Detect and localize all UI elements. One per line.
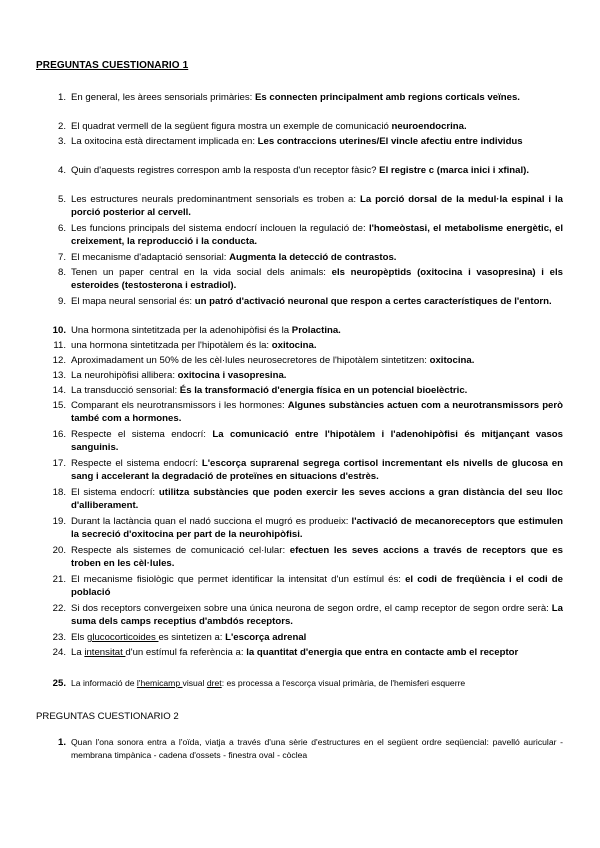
question-item: 4. Quin d'aquests registres correspon amb la resposta d'un receptor fàsic? El registre c (marca inici i xfinal). [57, 165, 529, 176]
question-item: 24. La intensitat d'un estímul fa referència a: la quantitat d'energia que entra en contacte amb el receptor [52, 647, 519, 658]
question-item: 21. El mecanisme fisiològic que permet identificar la intensitat d'un estímul és: el codi de freqüència i el codi de població [52, 574, 563, 599]
question-item: 1. Quan l'ona sonora entra a l'oïda, viatja a través d'una sèrie d'estructures en el següent ordre seqüencial: pavelló auricular - membrana timpànica - cadena d'ossets - finestra oval - còclea [57, 737, 563, 761]
question-item: 3. La oxitocina està directament implicada en: Les contraccions uterines/El vincle afectiu entre individus [57, 136, 523, 147]
question-item: 13. La neurohipòfisi allibera: oxitocina i vasopresina. [52, 370, 287, 381]
question-item: 6. Les funcions principals del sistema endocrí inclouen la regulació de: l'homeòstasi, el metabolisme energètic, el creixement, la reproducció i la conducta. [57, 223, 564, 248]
question-item: 8. Tenen un paper central en la vida social dels animals: els neuropèptids (oxitocina i vasopresina) i els esteroides (testosterona i estradiol). [57, 267, 563, 292]
question-item: 12. Aproximadament un 50% de les cèl·lules neurosecretores de l'hipotàlem sintetitzen: oxitocina. [52, 355, 475, 366]
question-item: 5. Les estructures neurals predominantment sensorials es troben a: La porció dorsal de la medul·la espinal i la porció posterior al cervell. [57, 194, 563, 219]
question-item: 15. Comparant els neurotransmissors i les hormones: Algunes substàncies actuen com a neurotransmissors però també com a hormones. [52, 400, 563, 425]
question-item: 9. El mapa neural sensorial és: un patró d'activació neuronal que respon a certes característiques de l'entorn. [57, 296, 552, 307]
question-item: 16. Respecte el sistema endocrí: La comunicació entre l'hipotàlem i l'adenohipòfisi és mitjançant vasos sanguinis. [52, 429, 563, 454]
question-item: 25. La informació de l'hemicamp visual dret: es processa a l'escorça visual primària, de l'hemisferi esquerre [52, 678, 466, 689]
question-item: 11. una hormona sintetitzada per l'hipotàlem és la: oxitocina. [53, 340, 317, 351]
section-1-heading: PREGUNTAS CUESTIONARIO 1 [36, 60, 189, 71]
question-item: 23. Els glucocorticoides es sintetizen a: L'escorça adrenal [52, 632, 307, 643]
question-item: 14. La transducció sensorial: És la transformació d'energia física en un potencial bioelèctric. [52, 385, 468, 396]
section-2-heading: PREGUNTAS CUESTIONARIO 2 [36, 711, 179, 722]
question-item: 7. El mecanisme d'adaptació sensorial: Augmenta la detecció de contrastos. [57, 252, 397, 263]
question-item: 10. Una hormona sintetitzada per la adenohipòfisi és la Prolactina. [52, 325, 341, 336]
question-item: 20. Respecte als sistemes de comunicació cel·lular: efectuen les seves accions a través de receptors que es troben en les cèl·lules. [52, 545, 563, 570]
question-item: 1. En general, les àrees sensorials primàries: Es connecten principalment amb regions corticals veïnes. [57, 92, 520, 103]
question-item: 19. Durant la lactància quan el nadó succiona el mugró es produeix: l'activació de mecanoreceptors que estimulen la secreció d'oxitocina per part de la neurohipòfisi. [52, 516, 563, 541]
question-item: 2. El quadrat vermell de la següent figura mostra un exemple de comunicació neuroendocrina. [57, 121, 467, 132]
question-item: 17. Respecte el sistema endocrí: L'escorça suprarenal segrega cortisol incrementant els nivells de glucosa en sang i accelerant la degradació de proteïnes en situacions d'estrès. [52, 458, 563, 483]
question-item: 22. Si dos receptors convergeixen sobre una única neurona de segon ordre, el camp receptor de segon ordre serà: La suma dels camps receptius d'ambdós receptors. [52, 603, 563, 628]
question-item: 18. El sistema endocrí: utilitza substàncies que poden exercir les seves accions a gran distància del seu lloc d'alliberament. [52, 487, 563, 512]
